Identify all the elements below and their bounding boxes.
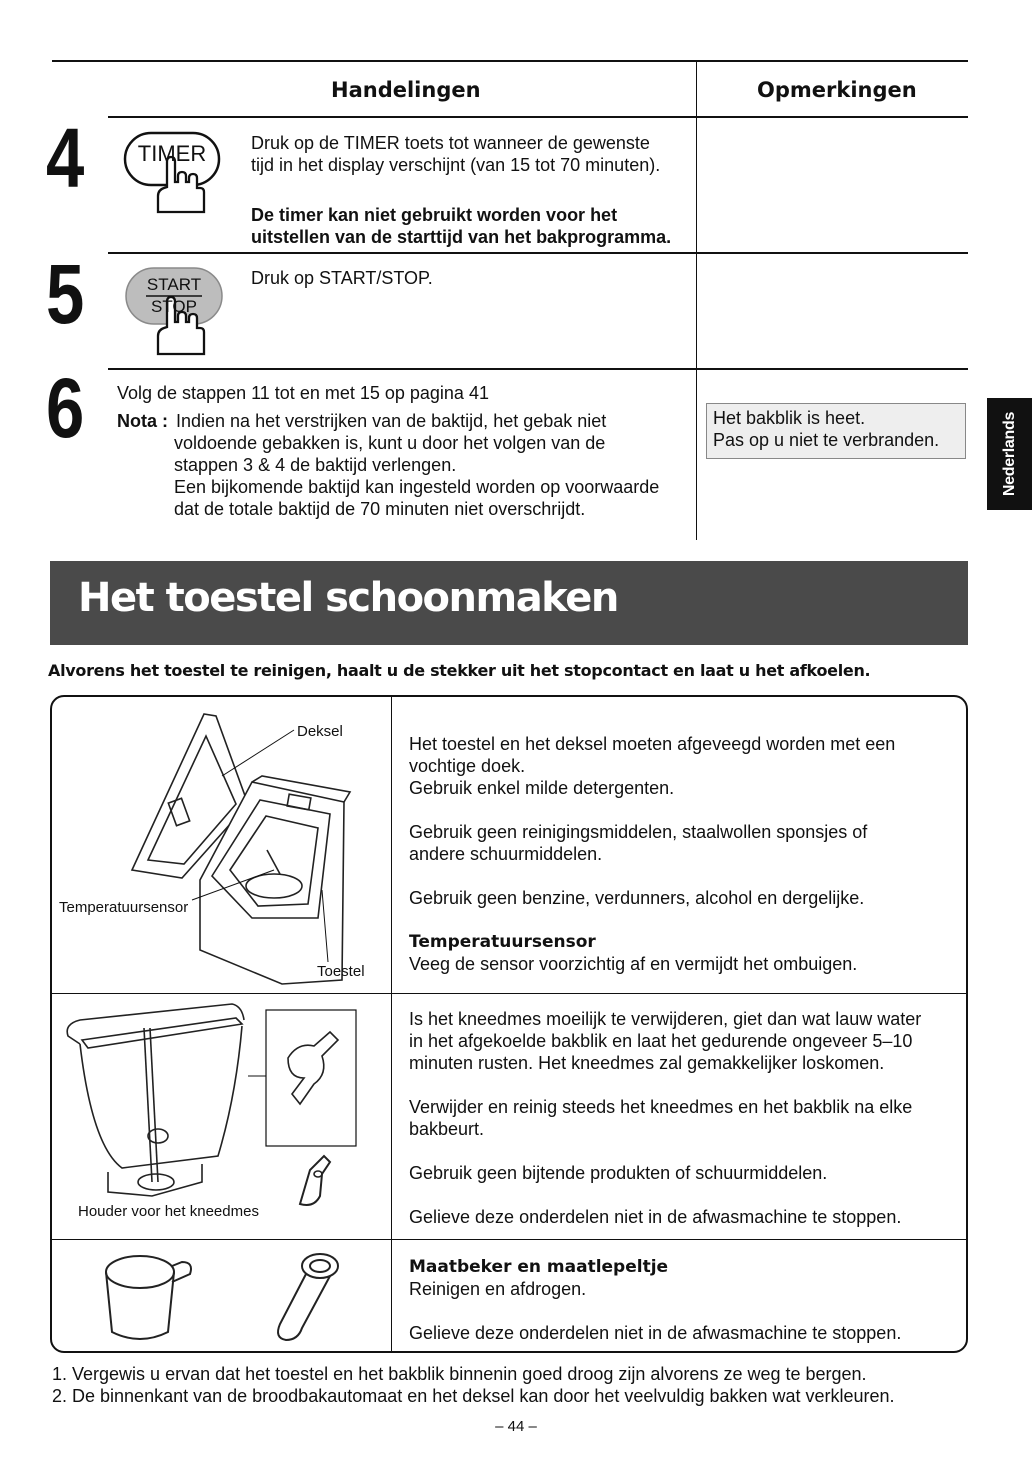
appliance-line-1: Het toestel en het deksel moeten afgeveegd worden met een: [409, 734, 896, 754]
footnote-1: 1. Vergewis u ervan dat het toestel en het bakblik binnenin goed droog zijn alvorens ze weg te bergen.: [52, 1364, 867, 1384]
cleaning-row-rule-1: [52, 993, 966, 994]
header-remarks: Opmerkingen: [757, 78, 917, 102]
stop-label: STOP: [151, 297, 197, 316]
holder-label: Houder voor het kneedmes: [78, 1203, 259, 1220]
cup-text: Reinigen en afdrogen.: [409, 1279, 587, 1299]
section-banner: [50, 561, 968, 645]
warning-line-1: Het bakblik is heet.: [713, 408, 866, 428]
step-6-note-line-3: stappen 3 & 4 de baktijd verlengen.: [174, 455, 457, 475]
start-stop-button-illustration: [124, 266, 224, 360]
cup-heading: Maatbeker en maatlepeltje: [409, 1257, 669, 1277]
language-tab: [987, 398, 1032, 510]
header-actions: Handelingen: [331, 78, 481, 102]
intro-text: Alvorens het toestel te reinigen, haalt u de stekker uit het stopcontact en laat u het afkoelen.: [48, 661, 871, 680]
language-tab-label: Nederlands: [1000, 411, 1018, 497]
lid-label: Deksel: [297, 723, 343, 740]
sensor-label: Temperatuursensor: [59, 899, 189, 916]
appliance-p2-line-2: andere schuurmiddelen.: [409, 844, 603, 864]
hot-pan-warning: [706, 403, 966, 459]
step-number-4: 4: [46, 111, 85, 205]
unit-label: Toestel: [317, 963, 365, 980]
appliance-illustration: [52, 700, 390, 990]
step-number-5: 5: [46, 247, 85, 341]
cup-p2: Gelieve deze onderdelen niet in de afwasmachine te stoppen.: [409, 1323, 902, 1343]
appliance-p3: Gebruik geen benzine, verdunners, alcohol en dergelijke.: [409, 888, 865, 908]
step-5-rule: [108, 368, 968, 370]
pan-p4: Gelieve deze onderdelen niet in de afwasmachine te stoppen.: [409, 1207, 902, 1227]
step-4-bold-text: De timer kan niet gebruikt worden voor het uitstellen van de starttijd van het bakprogramma.: [251, 205, 672, 247]
pan-p1-line-2: in het afgekoelde bakblik en laat het gedurende ongeveer 5–10: [409, 1031, 913, 1051]
appliance-line-3: Gebruik enkel milde detergenten.: [409, 778, 675, 798]
step-6-note-line-1: Indien na het verstrijken van de baktijd, het gebak niet: [176, 411, 607, 431]
appliance-line-2: vochtige doek.: [409, 756, 526, 776]
table-divider: [696, 62, 697, 540]
step-number-6: 6: [46, 361, 85, 455]
section-title: Het toestel schoonmaken: [78, 575, 618, 621]
table-top-rule: [52, 60, 968, 62]
step-6-note-label: Nota :: [117, 411, 168, 431]
header-rule: [108, 116, 968, 118]
sensor-text: Veeg de sensor voorzichtig af en vermijdt het ombuigen.: [409, 954, 858, 974]
step-6-note-line-2: voldoende gebakken is, kunt u door het volgen van de: [174, 433, 606, 453]
warning-line-2: Pas op u niet te verbranden.: [713, 430, 940, 450]
cleaning-divider: [391, 697, 392, 1352]
timer-button-label: TIMER: [137, 141, 207, 166]
step-5-text: Druk op START/STOP.: [251, 268, 433, 288]
pan-p1-line-3: minuten rusten. Het kneedmes zal gemakkelijker loskomen.: [409, 1053, 885, 1073]
step-4-rule: [108, 252, 968, 254]
appliance-p2-line-1: Gebruik geen reinigingsmiddelen, staalwollen sponsjes of: [409, 822, 868, 842]
step-4-text: Druk op de TIMER toets tot wanneer de gewenste tijd in het display verschijnt (van 15 tot 70 minuten).: [251, 133, 661, 175]
pan-p3: Gebruik geen bijtende produkten of schuurmiddelen.: [409, 1163, 828, 1183]
start-label: START: [146, 275, 202, 294]
measuring-cup-spoon-illustration: [52, 1242, 390, 1350]
page-number: – 44 –: [495, 1418, 537, 1435]
pan-p2-line-1: Verwijder en reinig steeds het kneedmes en het bakblik na elke: [409, 1097, 913, 1117]
sensor-heading: Temperatuursensor: [409, 932, 596, 952]
cleaning-row-rule-2: [52, 1239, 966, 1240]
step-6-note-line-4: Een bijkomende baktijd kan ingesteld worden op voorwaarde: [174, 477, 660, 497]
bread-pan-illustration: [52, 996, 390, 1236]
pan-p2-line-2: bakbeurt.: [409, 1119, 485, 1139]
pan-p1-line-1: Is het kneedmes moeilijk te verwijderen, giet dan wat lauw water: [409, 1009, 922, 1029]
step-6-text: Volg de stappen 11 tot en met 15 op pagina 41: [117, 383, 489, 403]
step-6-note-line-5: dat de totale baktijd de 70 minuten niet overschrijdt.: [174, 499, 586, 519]
timer-button-illustration: [122, 130, 222, 220]
footnote-2: 2. De binnenkant van de broodbakautomaat en het deksel kan door het veelvuldig bakken wat verkleuren.: [52, 1386, 895, 1406]
